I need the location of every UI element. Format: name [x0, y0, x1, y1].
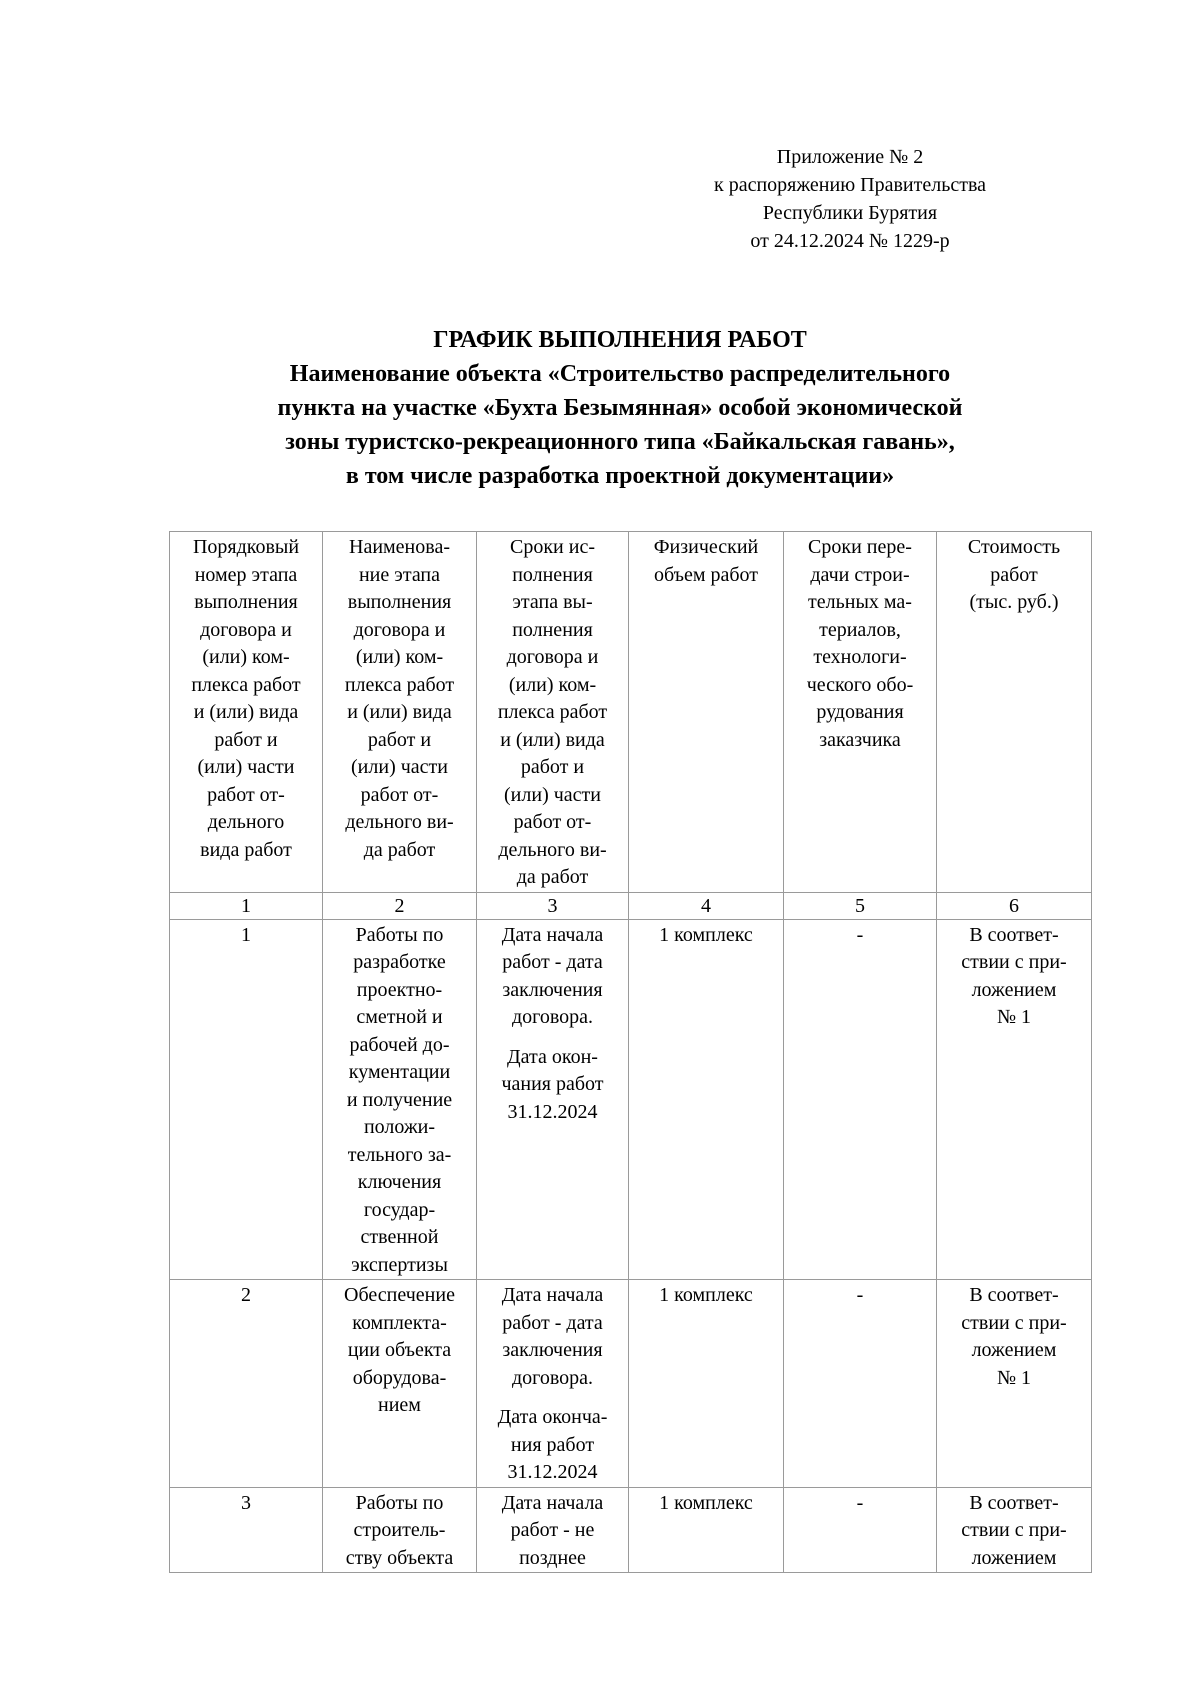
end-date-line: 31.12.2024 [507, 1461, 598, 1483]
cell-line: экспертизы [351, 1253, 448, 1276]
start-date-line: работ - дата [502, 1311, 603, 1334]
cell-line: дельного ви- [345, 811, 454, 833]
cell-line: разработке [353, 951, 446, 973]
volume-cell: 1 комплекс [629, 1487, 784, 1573]
cell-line: оборудова- [352, 1366, 447, 1389]
cell-line: дачи строи- [810, 563, 910, 586]
table-body [170, 532, 1092, 1573]
start-date-line: договора. [511, 1006, 594, 1028]
end-date-line: Дата оконча- [497, 1406, 608, 1428]
cell-line: сметной и [356, 1006, 443, 1028]
table-header-row [170, 532, 1092, 893]
title-line: Наименование объекта «Строительство распределительного [289, 361, 951, 387]
stage-number-cell: 2 [170, 1280, 323, 1488]
cell-line: плекса работ [191, 673, 301, 696]
cell-line: плекса работ [497, 701, 608, 723]
appendix-line: от 24.12.2024 № 1229-р [750, 230, 950, 252]
column-number-cell: 5 [784, 892, 937, 919]
cell-line: работ от- [207, 783, 285, 806]
start-date-line: работ - не [510, 1519, 595, 1541]
column-number-cell: 6 [937, 892, 1092, 919]
start-date-line: Дата начала [501, 923, 604, 946]
cost-cell [937, 919, 1092, 1280]
appendix-line: Республики Бурятия [762, 202, 938, 224]
cell-line: нием [378, 1394, 421, 1416]
cell-line: № 1 [996, 1366, 1032, 1389]
cell-line: договора и [506, 646, 599, 668]
header-cell [323, 532, 477, 893]
cell-line: Порядковый [192, 536, 300, 558]
cell-line: вида работ [200, 838, 292, 861]
cell-line: комплекта- [352, 1311, 447, 1334]
title-line: зоны туристско-рекреационного типа «Байкальская гавань», [285, 429, 955, 455]
cell-line: и получение [346, 1088, 453, 1111]
cell-line: Обеспечение [344, 1284, 455, 1306]
cell-line: да работ [516, 866, 589, 888]
cell-line: ложением [971, 1546, 1057, 1569]
start-date-line: позднее [519, 1546, 586, 1569]
cell-line: работ от- [360, 783, 439, 806]
work-schedule-table [169, 531, 1092, 1573]
column-number-cell: 4 [629, 892, 784, 919]
header-cell [937, 532, 1092, 893]
cell-line: договора и [200, 618, 292, 641]
cell-line: объем работ [653, 563, 759, 586]
cost-cell [937, 1280, 1092, 1488]
cell-line: ложением [971, 1339, 1057, 1361]
volume-cell: 1 комплекс [629, 919, 784, 1280]
cell-line: и (или) вида [193, 701, 299, 723]
column-number-cell: 2 [323, 892, 477, 919]
cell-line: и (или) вида [347, 701, 452, 723]
cell-line: выполнения [194, 591, 298, 613]
cell-line: тельного за- [347, 1143, 452, 1166]
header-cell [477, 532, 629, 893]
cell-line: проектно- [356, 978, 443, 1001]
cell-line: договора и [353, 618, 446, 641]
cell-line: этапа вы- [512, 591, 593, 613]
cell-line: териалов, [819, 618, 901, 641]
cell-line: Работы по [355, 923, 444, 946]
cell-line: (тыс. руб.) [969, 591, 1059, 613]
paragraph-gap [480, 1392, 625, 1404]
header-cell [784, 532, 937, 893]
cell-line: рабочей до- [349, 1033, 450, 1056]
cell-line: дельного ви- [498, 838, 607, 861]
cell-line: В соответ- [969, 1491, 1059, 1514]
cell-line: Сроки ис- [510, 536, 595, 558]
cell-line: технологи- [813, 646, 907, 668]
transfer-cell: - [784, 1487, 937, 1573]
cell-line: работ и [520, 756, 585, 778]
cell-line: ству объекта [345, 1546, 454, 1569]
cell-line: полнения [512, 618, 593, 641]
table-row [170, 1280, 1092, 1488]
deadline-cell [477, 1280, 629, 1488]
start-date-line: Дата начала [501, 1284, 604, 1306]
cell-line: ключения [357, 1171, 442, 1193]
cell-line: ствии с при- [961, 1311, 1067, 1334]
appendix-line: Приложение № 2 [776, 146, 924, 168]
column-number-cell: 1 [170, 892, 323, 919]
cell-line: и (или) вида [500, 728, 605, 751]
cell-line: заказчика [819, 728, 901, 751]
cell-line: (или) части [504, 783, 601, 806]
cell-line: В соответ- [969, 1284, 1059, 1306]
title-line: в том числе разработка проектной документации» [345, 463, 895, 489]
cell-line: Сроки пере- [808, 536, 912, 558]
cell-line: государ- [363, 1198, 436, 1221]
document-title [160, 323, 1080, 493]
title-line: пункта на участке «Бухта Безымянная» особой экономической [277, 395, 963, 421]
stage-name-cell [323, 1487, 477, 1573]
cell-line: ствии с при- [961, 951, 1067, 973]
cell-line: Наименова- [349, 536, 450, 558]
cell-line: ственной [360, 1226, 439, 1248]
table-row [170, 919, 1092, 1280]
column-number-cell: 3 [477, 892, 629, 919]
cell-line: рудования [816, 701, 904, 723]
column-number-row [170, 892, 1092, 919]
cell-line: (или) ком- [202, 646, 290, 668]
deadline-cell [477, 1487, 629, 1573]
cell-line: кументации [348, 1061, 451, 1083]
transfer-cell: - [784, 919, 937, 1280]
end-date-line: чания работ [501, 1073, 604, 1095]
stage-name-cell [323, 1280, 477, 1488]
cell-line: номер этапа [194, 563, 298, 586]
cell-line: ческого обо- [806, 673, 914, 696]
stage-number-cell: 1 [170, 919, 323, 1280]
cell-line: Работы по [355, 1491, 444, 1514]
cell-line: ции объекта [347, 1339, 452, 1361]
deadline-cell [477, 919, 629, 1280]
appendix-reference [700, 143, 1000, 255]
cell-line: плекса работ [344, 673, 455, 696]
start-date-line: заключения [502, 978, 603, 1001]
cell-line: да работ [363, 838, 436, 861]
cost-cell [937, 1487, 1092, 1573]
cell-line: (или) ком- [355, 646, 444, 668]
cell-line: работ и [367, 728, 432, 751]
cell-line: дельного [207, 811, 285, 833]
header-cell [170, 532, 323, 893]
cell-line: № 1 [996, 1006, 1032, 1028]
end-date-line: 31.12.2024 [507, 1100, 598, 1123]
end-date-line: Дата окон- [507, 1045, 598, 1068]
cell-line: тельных ма- [808, 591, 912, 613]
stage-number-cell: 3 [170, 1487, 323, 1573]
cell-line: Стоимость [967, 536, 1061, 558]
start-date-line: Дата начала [501, 1491, 604, 1514]
paragraph-gap [480, 1032, 625, 1044]
end-date-line: ния работ [510, 1433, 595, 1456]
appendix-line: к распоряжению Правительства [713, 174, 986, 196]
volume-cell: 1 комплекс [629, 1280, 784, 1488]
cell-line: работ и [214, 728, 278, 751]
cell-line: Физический [653, 536, 759, 558]
cell-line: работ от- [513, 811, 592, 833]
cell-line: (или) части [197, 756, 295, 778]
transfer-cell: - [784, 1280, 937, 1488]
cell-line: полнения [512, 563, 593, 586]
table-row [170, 1487, 1092, 1573]
cell-line: положи- [363, 1116, 436, 1138]
cell-line: В соответ- [969, 923, 1059, 946]
stage-name-cell [323, 919, 477, 1280]
cell-line: (или) ком- [508, 673, 597, 696]
start-date-line: заключения [502, 1339, 603, 1361]
start-date-line: работ - дата [502, 951, 603, 973]
cell-line: ложением [971, 978, 1057, 1001]
cell-line: (или) части [351, 756, 448, 778]
cell-line: ние этапа [358, 563, 441, 586]
title-line: ГРАФИК ВЫПОЛНЕНИЯ РАБОТ [433, 327, 807, 353]
cell-line: ствии с при- [961, 1519, 1067, 1541]
start-date-line: договора. [511, 1366, 594, 1389]
cell-line: работ [990, 563, 1038, 586]
cell-line: строитель- [353, 1519, 446, 1541]
header-cell [629, 532, 784, 893]
cell-line: выполнения [347, 591, 452, 613]
